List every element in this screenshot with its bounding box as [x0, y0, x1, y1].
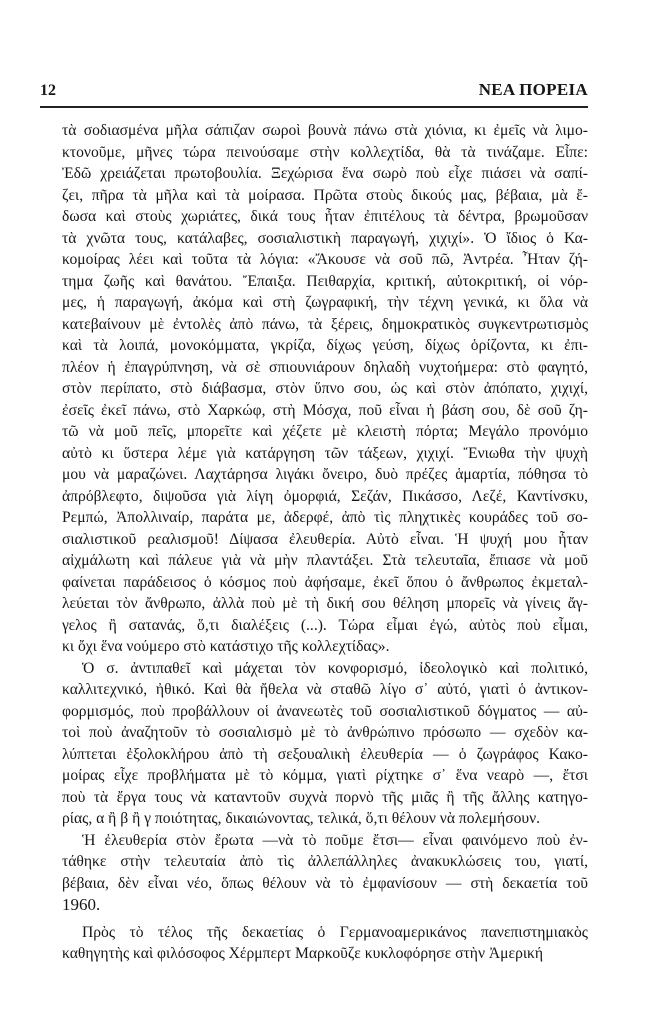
text-line: τάθηκε στὴν τελευταία ἀπὸ τὶς ἀλλεπάλληλες ἀνακυκλώσεις του, γιατί,	[62, 853, 588, 870]
page-header	[40, 80, 588, 104]
text-line: φορμισμός, ποὺ προβάλλουν οἱ ἀνανεωτὲς τοῦ σοσιαλιστικοῦ δόγματος — αὐ-	[62, 702, 588, 720]
text-line: ἀπρόβλεφτο, διψοῦσα γιὰ λίγη ὀμορφιά, Σεζάν, Πικάσσο, Λεζέ, Καντίνσκυ,	[62, 487, 588, 505]
paragraph	[62, 830, 588, 916]
text-line: πλέον ἡ ἐπαγρύπνηση, νὰ σὲ σπιουνιάρουν δηλαδὴ νυχτοήμερα: στὸ φαγητό,	[62, 358, 588, 376]
text-line: τὰ σοδιασμένα μῆλα σάπιζαν σωροὶ βουνὰ πάνω στὰ χιόνια, κι ἐμεῖς νὰ λιμο-	[62, 122, 588, 139]
text-line: 1960.	[62, 895, 101, 914]
body-text	[62, 120, 588, 965]
text-line: ποὺ τὰ ἔργα τους νὰ καταντοῦν συχνὰ πορνὸ τῆς μιᾶς ἢ τῆς ἄλλης κατηγο-	[62, 788, 588, 806]
text-line: Ἐδῶ χρειάζεται πρωτοβουλία. Ξεχώρισα ἕνα σωρὸ ποὺ εἶχε πιάσει νὰ σαπί-	[62, 165, 588, 182]
page-number: 12	[40, 82, 56, 99]
text-line: μες, ἡ παραγωγή, ἀκόμα καὶ στὴ ζωγραφική, τὴν τέχνη γενικά, κι ὅλα νὰ	[62, 294, 588, 311]
text-line: σιαλιστικοῦ ρεαλισμοῦ! Δίψασα ἐλευθερία. Αὐτὸ εἶναι. Ἡ ψυχή μου ἦταν	[62, 530, 588, 548]
text-line: τὰ χνῶτα τους, κατάλαβες, σοσιαλιστικὴ παραγωγή, χιχιχί». Ὁ ἴδιος ὁ Κα-	[62, 229, 588, 247]
text-line: βέβαια, δὲν εἶναι νέο, ὅπως θέλουν νὰ τὸ ἐμφανίσουν — στὴ δεκαετία τοῦ	[62, 874, 588, 892]
header-rule	[40, 106, 588, 108]
text-line: κατεβαίνουν μὲ ἐντολὲς ἀπὸ πάνω, τὰ ξέρεις, δημοκρατικὸς συγκεντρωτισμὸς	[62, 315, 588, 333]
text-line: αἰχμάλωτη καὶ πάλευε γιὰ νὰ μὴν πλαντάξει. Στὰ τελευταῖα, ἔπιασε νὰ μοῦ	[62, 552, 588, 569]
text-line: αὐτὸ κι ὕστερα λέμε γιὰ κατάργηση τῶν τάξεων, χιχιχί. Ἔνιωθα τὴν ψυχὴ	[62, 444, 588, 462]
text-line: μοίρας εἶχε προβλήματα μὲ τὸ κόμμα, γιατὶ ρίχτηκε σ᾽ ἕνα νεαρὸ —, ἔτσι	[62, 767, 588, 784]
running-title: ΝΕΑ ΠΟΡΕΙΑ	[478, 80, 588, 99]
text-line: καλλιτεχνικό, ἠθικό. Καὶ θὰ ἤθελα νὰ σταθῶ λίγο σ᾽ αὐτό, γιατὶ ὁ ἀντικον-	[62, 681, 588, 698]
text-line: Ρεμπώ, Ἀπολλιναίρ, παράτα με, ἀδερφέ, ἀπὸ τὶς πληχτικὲς κουράδες τοῦ σο-	[62, 509, 588, 526]
text-line: τῶ νὰ μοῦ πεῖς, μπορεῖτε καὶ χέζετε μὲ κλειστὴ πόρτα; Μεγάλο προνόμιο	[62, 423, 588, 440]
paragraph	[62, 120, 588, 658]
text-line: ἐσεῖς ἐκεῖ πάνω, στὸ Χαρκώφ, στὴ Μόσχα, ποῦ εἶναι ἡ βάση σου, δὲ σοῦ ζη-	[62, 401, 588, 419]
text-line: Πρὸς τὸ τέλος τῆς δεκαετίας ὁ Γερμανοαμερικάνος πανεπιστημιακὸς	[82, 923, 588, 941]
text-line: καὶ τὰ λοιπά, μονοκόμματα, γκρίζα, δίχως γεύση, δίχως ὁρίζοντα, κι ἐπι-	[62, 337, 588, 354]
text-line: τοὶ ποὺ ἀναζητοῦν τὸ σοσιαλισμὸ μὲ τὸ ἀνθρώπινο πρόσωπο — σχεδὸν κα-	[62, 724, 588, 741]
text-line: ρίας, α ἢ β ἢ γ ποιότητας, δικαιώνοντας, τελικά, ὅ,τι θέλουν νὰ πολεμήσουν.	[62, 810, 541, 827]
text-line: φαίνεται παράδεισος ὁ κόσμος ποὺ ἀφήσαμε, ἐκεῖ ὅπου ὁ ἄνθρωπος ἐκμεταλ-	[62, 573, 588, 591]
text-line: κομοίρας λέει καὶ τοῦτα τὰ λόγια: «Ἄκουσε νὰ σοῦ πῶ, Ἀντρέα. Ἦταν ζή-	[62, 251, 588, 268]
text-line: λύπτεται ἐξολοκλήρου ἀπὸ τὴ σεξουαλικὴ ἐλευθερία — ὁ ζωγράφος Κακο-	[62, 745, 588, 763]
text-line: κτονοῦμε, μῆνες τώρα πεινούσαμε στὴν κολλεχτίδα, θὰ τὰ τινάζαμε. Εἶπε:	[62, 143, 588, 161]
text-line: μου νὰ μαραζώνει. Λαχτάρησα λιγάκι ὄνειρο, δυὸ πρέζες ἁμαρτία, πόθησα τὸ	[62, 466, 588, 483]
text-line: δωσα καὶ στοὺς χωριάτες, δικά τους ἦταν ἐπιτέλους τὰ δέντρα, βρωμοῦσαν	[62, 208, 588, 225]
text-line: ζει, πῆρα τὰ μῆλα καὶ τὰ μοίρασα. Πρῶτα στοὺς δικούς μας, βέβαια, μὰ ἔ-	[62, 186, 588, 204]
paragraph	[62, 658, 588, 830]
text-line: λεύεται τὸν ἄνθρωπο, ἀλλὰ ποὺ μὲ τὴ δική σου θέληση μπορεῖς νὰ γίνεις ἄγ-	[62, 595, 588, 612]
text-line: τημα ζωῆς καὶ θανάτου. Ἔπαιξα. Πειθαρχία, κριτική, αὐτοκριτική, οἱ νόρ-	[62, 272, 588, 290]
text-line: Ἡ ἐλευθερία στὸν ἔρωτα —νὰ τὸ ποῦμε ἔτσι— εἶναι φαινόμενο ποὺ ἐν-	[82, 831, 588, 849]
text-line: κι ὄχι ἕνα νούμερο στὸ κατάστιχο τῆς κολλεχτίδας».	[62, 638, 390, 655]
text-line: Ὁ σ. ἀντιπαθεῖ καὶ μάχεται τὸν κονφορισμό, ἰδεολογικὸ καὶ πολιτικό,	[82, 659, 588, 677]
text-line: καθηγητὴς καὶ φιλόσοφος Χέρμπερτ Μαρκοῦζε κυκλοφόρησε στὴν Ἀμερική	[62, 945, 544, 962]
text-line: γελος ἢ σατανάς, ὅ,τι διαλέξεις (...). Τώρα εἶμαι ἐγώ, αὐτὸς ποὺ εἶμαι,	[62, 616, 588, 634]
text-line: στὸν περίπατο, στὸ διάβασμα, στὸν ὕπνο σου, ὡς καὶ στὸν ἀπόπατο, χιχιχί,	[62, 380, 588, 397]
paragraph	[62, 922, 588, 965]
